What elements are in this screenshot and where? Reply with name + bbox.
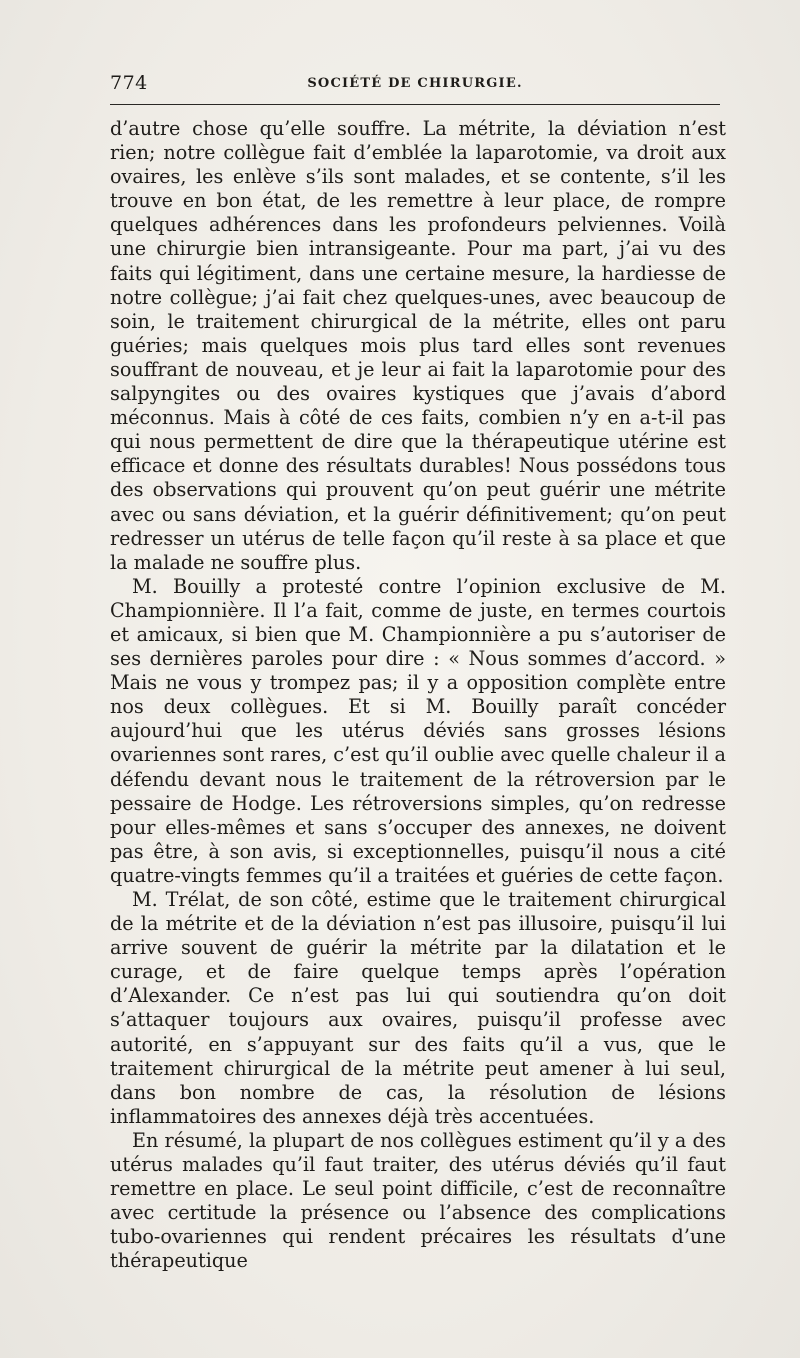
running-title: SOCIÉTÉ DE CHIRURGIE.: [307, 76, 523, 91]
body-text: [110, 117, 726, 1274]
paragraph-bouilly: M. Bouilly a protesté contre l’opinion exclusive de M. Championnière. Il l’a fait, comme de juste, en termes courtois et amicaux, si bien que M. Championnière a pu s’autoriser de ses dernières paroles pour dire : « Nous sommes d’accord. » Mais ne vous y trompez pas; il y a opposition complète entre nos deux collègues. Et si M. Bouilly paraît concéder aujourd’hui que les utérus déviés sans grosses lésions ovariennes sont rares, c’est qu’il oublie avec quelle chaleur il a défendu devant nous le traitement de la rétroversion par le pessaire de Hodge. Les rétroversions simples, qu’on redresse pour elles-mêmes et sans s’occuper des annexes, ne doivent pas être, à son avis, si exceptionnelles, puisqu’il nous a cité quatre-vingts femmes qu’il a traitées et guéries de cette façon.: [110, 574, 726, 887]
paragraph-summary: En résumé, la plupart de nos collègues estiment qu’il y a des utérus malades qu’il faut traiter, des utérus déviés qu’il faut remettre en place. Le seul point difficile, c’est de reconnaître avec certitude la présence ou l’absence des complications tubo-ovariennes qui rendent précaires les résultats d’une thérapeutique: [110, 1128, 726, 1273]
page-header: [110, 72, 720, 100]
paragraph-trelat: M. Trélat, de son côté, estime que le traitement chirurgical de la métrite et de la déviation n’est pas illusoire, puisqu’il lui arrive souvent de guérir la métrite par la dilatation et le curage, et de faire quelque temps après l’opération d’Alexander. Ce n’est pas lui qui soutiendra qu’on doit s’attaquer toujours aux ovaires, puisqu’il professe avec autorité, en s’appuyant sur des faits qu’il a vus, que le traitement chirurgical de la métrite peut amener à lui seul, dans bon nombre de cas, la résolution de lésions inflammatoires des annexes déjà très accentuées.: [110, 888, 726, 1128]
page-number: 774: [110, 72, 148, 94]
paragraph-continued: d’autre chose qu’elle souffre. La métrite, la déviation n’est rien; notre collègue fait d’emblée la laparotomie, va droit aux ovaires, les enlève s’ils sont malades, et se contente, s’il les trouve en bon état, de les remettre à leur place, de rompre quelques adhérences dans les profondeurs pelviennes. Voilà une chirurgie bien intransigeante. Pour ma part, j’ai vu des faits qui légitiment, dans une certaine mesure, la hardiesse de notre collègue; j’ai fait chez quelques-unes, avec beaucoup de soin, le traitement chirurgical de la métrite, elles ont paru guéries; mais quelques mois plus tard elles sont revenues souffrant de nouveau, et je leur ai fait la laparotomie pour des salpyngites ou des ovaires kystiques que j’avais d’abord méconnus. Mais à côté de ces faits, combien n’y en a-t-il pas qui nous permettent de dire que la thérapeutique utérine est efficace et donne des résultats durables! Nous possédons tous des observations qui prouvent qu’on peut guérir une métrite avec ou sans déviation, et la guérir définitivement; qu’on peut redresser un utérus de telle façon qu’il reste à sa place et que la malade ne souffre plus.: [110, 117, 726, 574]
header-rule: [110, 104, 720, 105]
